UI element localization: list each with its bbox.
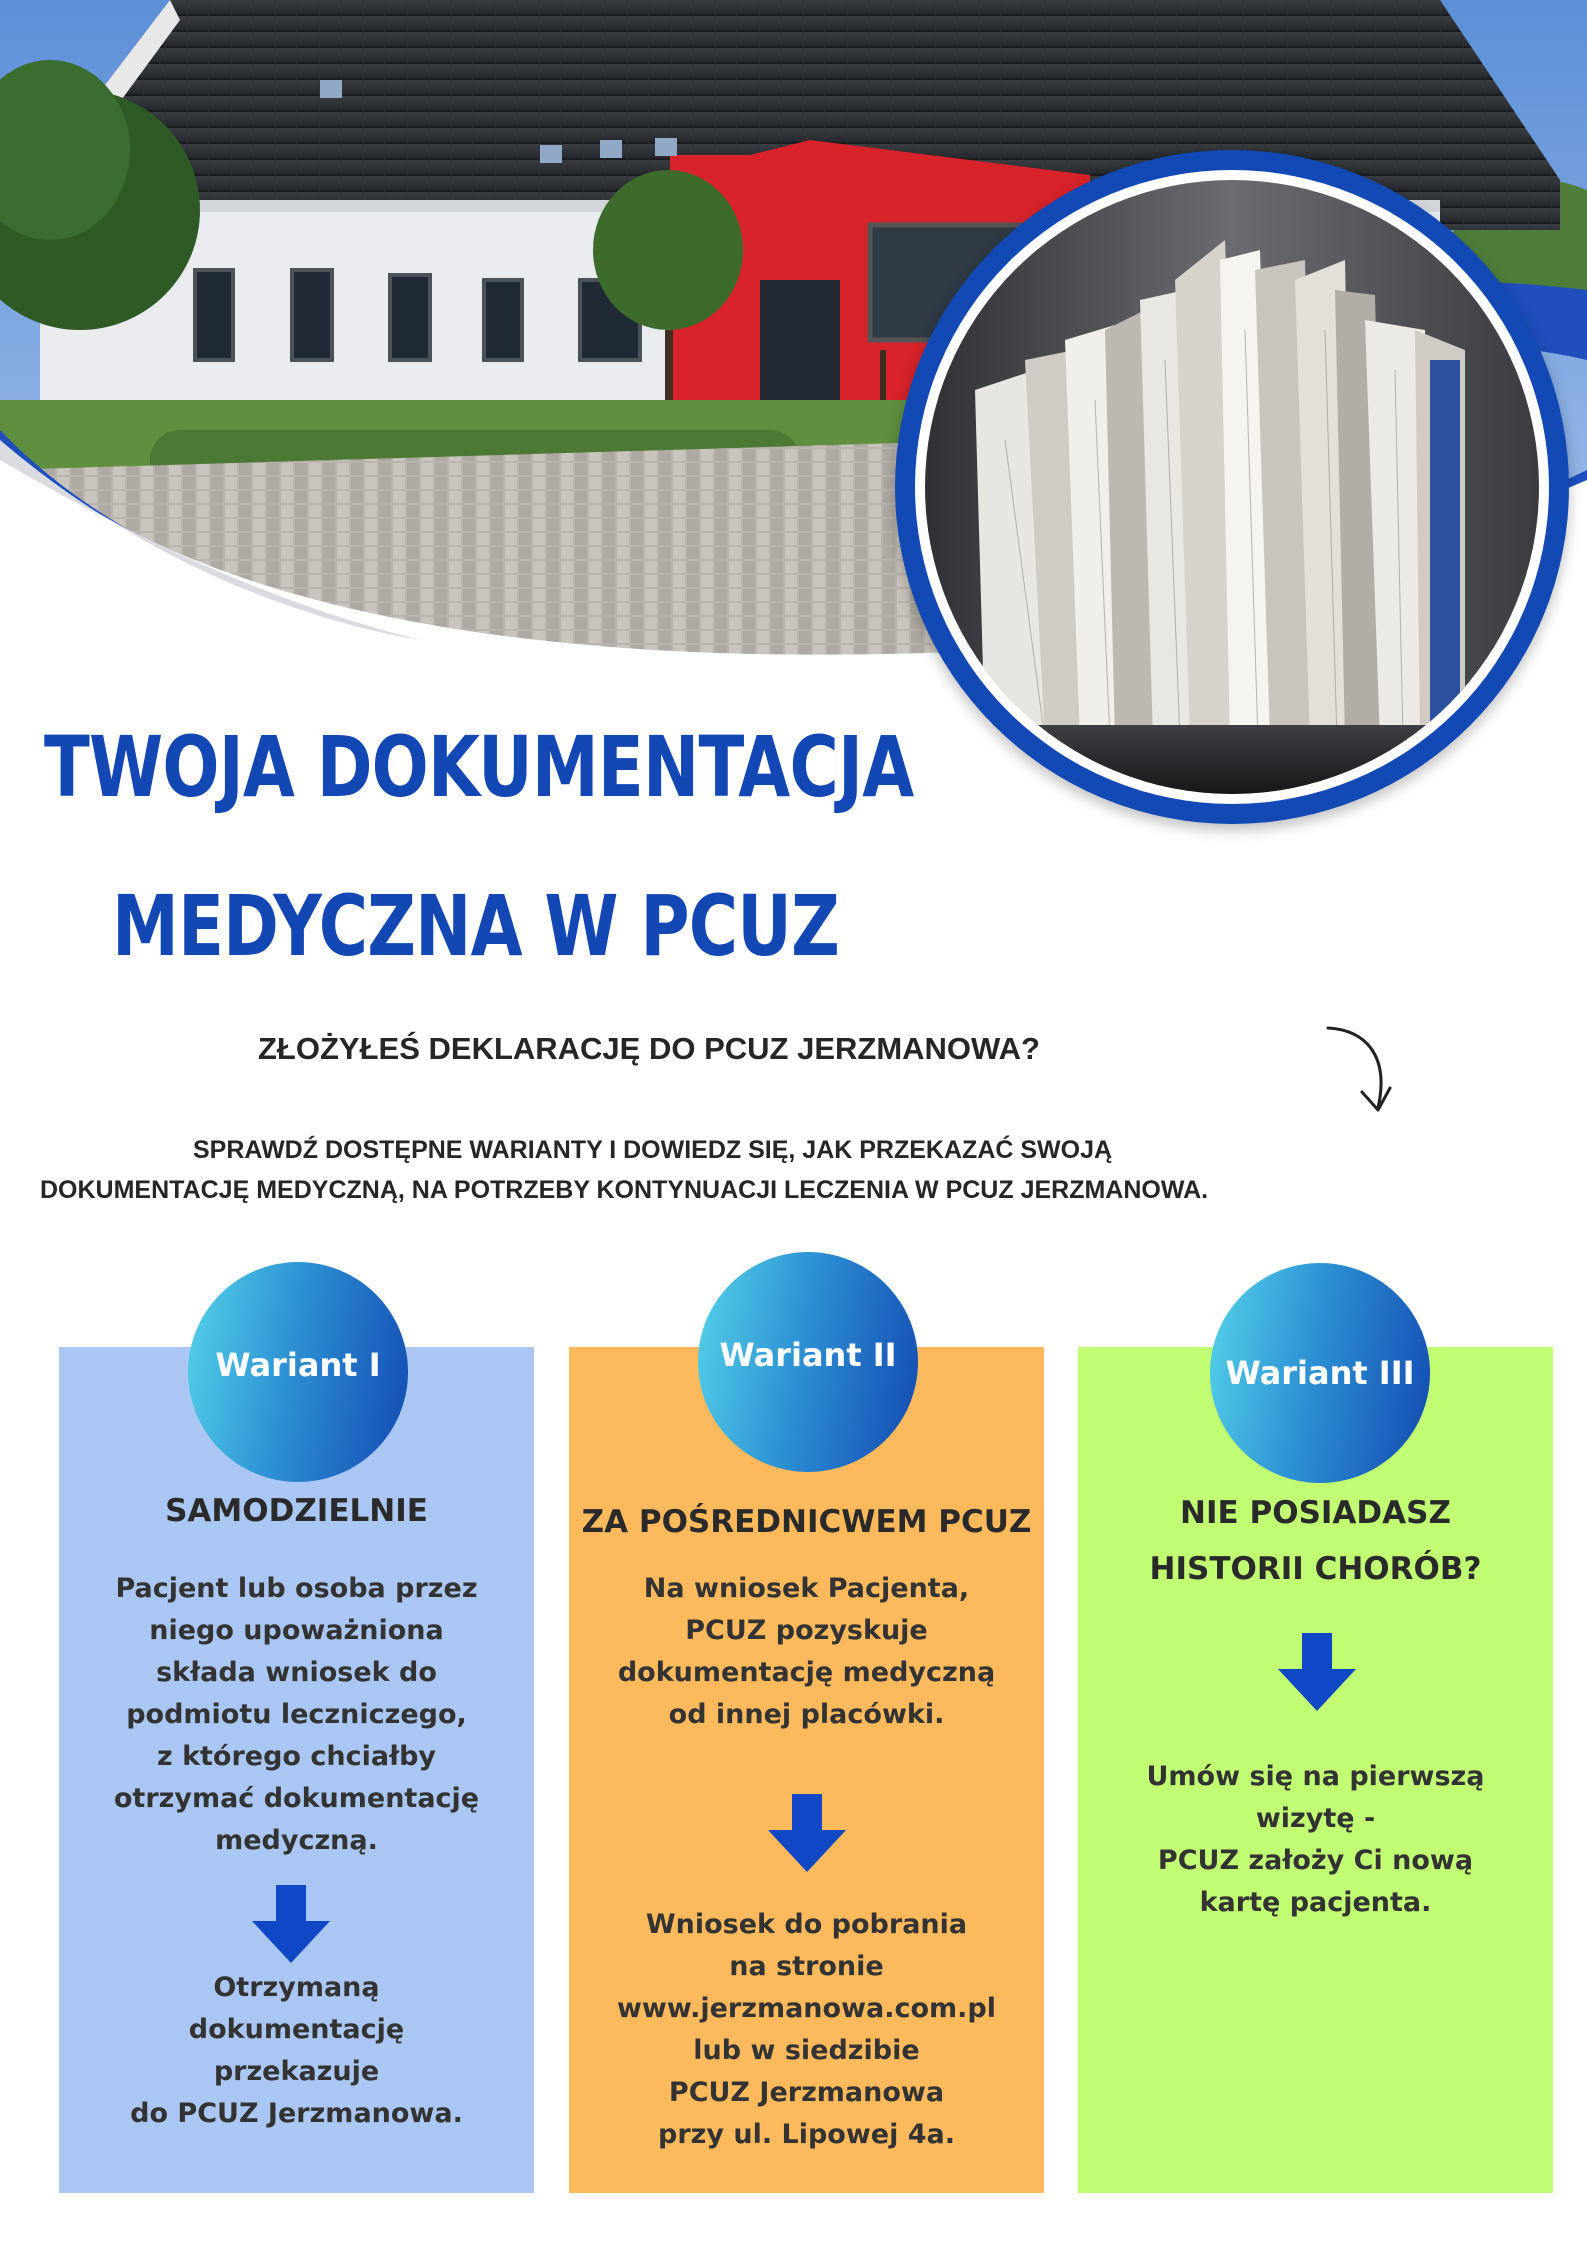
- documents-photo-frame: [895, 150, 1569, 824]
- variant-2-result-line: PCUZ Jerzmanowa: [668, 2077, 945, 2108]
- variant-1-description-line: z którego chciałby: [156, 1741, 437, 1772]
- variant-3-description-line: wizytę -: [1255, 1803, 1376, 1834]
- variant-2-description-line: Na wniosek Pacjenta,: [643, 1573, 970, 1604]
- variant-3-badge-label: Wariant III: [1225, 1354, 1415, 1392]
- variant-1-description-line: otrzymać dokumentację: [113, 1783, 480, 1814]
- variant-1-result-line: przekazuje: [213, 2056, 380, 2087]
- intro-text-line-1: SPRAWDŹ DOSTĘPNE WARIANTY I DOWIEDZ SIĘ, JAK PRZEKAZAĆ SWOJĄ: [193, 1136, 1113, 1164]
- page-title-line-1: TWOJA DOKUMENTACJA: [44, 718, 914, 816]
- question-heading: ZŁOŻYŁEŚ DEKLARACJĘ DO PCUZ JERZMANOWA?: [258, 1031, 1040, 1066]
- variant-3-description-line: kartę pacjenta.: [1199, 1887, 1432, 1918]
- website-link[interactable]: www.jerzmanowa.com.pl: [616, 1993, 997, 2024]
- variant-1-result-line: do PCUZ Jerzmanowa.: [130, 2098, 463, 2129]
- variant-2-description-line: od innej placówki.: [668, 1699, 945, 1730]
- variant-3-description: [1078, 1756, 1553, 1924]
- down-arrow-icon: [1278, 1633, 1356, 1711]
- variant-1-result-line: Otrzymaną: [213, 1972, 380, 2003]
- variant-1-description: [59, 1568, 534, 1862]
- variant-1-description-line: składa wniosek do: [156, 1657, 437, 1688]
- variant-3-heading: [1078, 1485, 1553, 1597]
- variant-1-badge: [188, 1262, 408, 1482]
- page-title-line-2: MEDYCZNA W PCUZ: [112, 877, 840, 975]
- intro-text-line-2: DOKUMENTACJĘ MEDYCZNĄ, NA POTRZEBY KONTYNUACJI LECZENIA W PCUZ JERZMANOWA.: [40, 1176, 1209, 1204]
- variant-1-badge-label: Wariant I: [215, 1346, 381, 1384]
- variant-2-result-line: lub w siedzibie: [693, 2035, 920, 2066]
- variant-2-heading-line: ZA POŚREDNICWEM PCUZ: [581, 1504, 1032, 1540]
- variant-3-badge: [1210, 1263, 1430, 1483]
- variant-1-description-line: Pacjent lub osoba przez: [115, 1573, 478, 1604]
- variant-3-heading-line: HISTORII CHORÓB?: [1149, 1551, 1482, 1587]
- variant-3-description-line: PCUZ założy Ci nową: [1157, 1845, 1474, 1876]
- variant-2-description-line: PCUZ pozyskuje: [685, 1615, 928, 1646]
- curved-arrow-icon: [1320, 1020, 1400, 1120]
- variant-2-result-line: Wniosek do pobrania: [645, 1909, 968, 1940]
- variant-2-badge: [698, 1252, 918, 1472]
- variant-1-description-line: niego upoważniona: [149, 1615, 444, 1646]
- variant-2-result-line: przy ul. Lipowej 4a.: [658, 2119, 955, 2150]
- variant-1-description-line: medyczną.: [215, 1825, 378, 1856]
- variant-2-badge-label: Wariant II: [719, 1336, 897, 1374]
- variant-3-heading-line: NIE POSIADASZ: [1180, 1495, 1451, 1531]
- down-arrow-icon: [768, 1794, 846, 1872]
- variant-2-description: [569, 1568, 1044, 1736]
- variant-1-description-line: podmiotu leczniczego,: [126, 1699, 467, 1730]
- down-arrow-icon: [252, 1885, 330, 1963]
- variant-1-result: [59, 1967, 534, 2135]
- variant-2-heading: [569, 1494, 1044, 1550]
- variant-2-result-line: na stronie: [729, 1951, 884, 1982]
- variant-2-result: [569, 1904, 1044, 2156]
- variant-1-heading-line: SAMODZIELNIE: [165, 1493, 428, 1529]
- documents-photo: [925, 180, 1539, 794]
- variant-1-result-line: dokumentację: [188, 2014, 405, 2045]
- variant-3-description-line: Umów się na pierwszą: [1146, 1761, 1485, 1792]
- variant-1-heading: [59, 1483, 534, 1539]
- variant-2-description-line: dokumentację medyczną: [617, 1657, 996, 1688]
